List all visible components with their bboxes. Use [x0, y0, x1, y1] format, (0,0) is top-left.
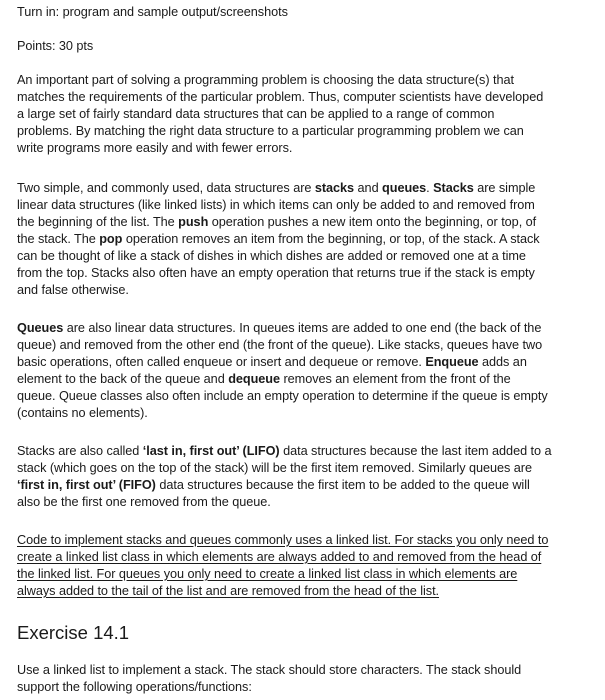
points-line: Points: 30 pts: [17, 39, 94, 53]
term-fifo: ‘first in, first out’ (FIFO): [17, 478, 156, 492]
term-pop: pop: [99, 232, 123, 246]
paragraph-1-line-5: write programs more easily and with fewer errors.: [17, 141, 293, 155]
term-dequeue: dequeue: [228, 372, 281, 386]
text: operation removes an item from the beginning, or top, of the stack. A stack: [122, 232, 540, 246]
text: removes an element from the front of the: [280, 372, 511, 386]
paragraph-2-line-5: can be thought of like a stack of dishes in which dishes are added or removed one at a time: [17, 249, 526, 263]
exercise-line-2: support the following operations/functions:: [17, 680, 252, 694]
paragraph-1-line-1: An important part of solving a programming problem is choosing the data structure(s) that: [17, 73, 514, 87]
paragraph-2-line-2: linear data structures (like linked lists) in which items can only be added to and removed from: [17, 198, 535, 212]
paragraph-2-line-6: from the top. Stacks also often have an empty operation that returns true if the stack is empty: [17, 266, 535, 280]
text: are also linear data structures. In queues items are added to one end (the back of the: [63, 321, 542, 335]
term-queues: queues: [382, 181, 427, 195]
term-push: push: [178, 215, 209, 229]
paragraph-4-line-4: also be the first one removed from the queue.: [17, 495, 271, 509]
paragraph-5-line-3: the linked list. For queues you only need to create a linked list class in which elements are: [17, 567, 518, 581]
paragraph-3-line-4: [17, 371, 511, 387]
exercise-heading: Exercise 14.1: [17, 622, 130, 643]
exercise-line-1: Use a linked list to implement a stack. The stack should store characters. The stack should: [17, 663, 522, 677]
term-queues-lead: Queues: [17, 321, 64, 335]
term-lifo: ‘last in, first out’ (LIFO): [142, 444, 280, 458]
paragraph-5-line-2: create a linked list class in which elements are always added to and removed from the head of: [17, 550, 542, 564]
paragraph-5-line-4: always added to the tail of the list and are removed from the head of the list.: [17, 584, 440, 598]
paragraph-1-line-2: matches the requirements of the particular problem. Thus, computer scientists have developed: [17, 90, 544, 104]
paragraph-2-line-3: [17, 214, 536, 230]
text: data structures because the last item added to a: [279, 444, 552, 458]
term-stacks: stacks: [314, 181, 355, 195]
text: adds an: [478, 355, 527, 369]
paragraph-3-line-6: (contains no elements).: [17, 406, 148, 420]
paragraph-1-line-4: problems. By matching the right data structure to a particular programming problem we can: [17, 124, 524, 138]
text: the beginning of the list. The: [17, 215, 179, 229]
text: basic operations, often called enqueue or insert and dequeue or remove.: [17, 355, 426, 369]
term-enqueue: Enqueue: [425, 355, 479, 369]
paragraph-5-line-1: Code to implement stacks and queues commonly uses a linked list. For stacks you only need to: [17, 533, 549, 547]
paragraph-2-line-4: [17, 231, 540, 247]
paragraph-3-line-5: queue. Queue classes also often include an empty operation to determine if the queue is empty: [17, 389, 548, 403]
paragraph-4-line-2: stack (which goes on the top of the stack) will be the first item removed. Similarly queues are: [17, 461, 532, 475]
text: the stack. The: [17, 232, 100, 246]
text: Two simple, and commonly used, data structures are: [17, 181, 315, 195]
text: Stacks are also called: [17, 444, 143, 458]
text: are simple: [473, 181, 536, 195]
text: data structures because the first item to be added to the queue will: [155, 478, 530, 492]
term-stacks-2: Stacks: [433, 181, 474, 195]
paragraph-1-line-3: a large set of fairly standard data structures that can be applied to a range of common: [17, 107, 495, 121]
text: element to the back of the queue and: [17, 372, 229, 386]
text: operation pushes a new item onto the beginning, or top, of: [208, 215, 537, 229]
paragraph-4-line-1: [17, 443, 552, 459]
paragraph-2-line-1: [17, 180, 535, 196]
paragraph-2-line-7: and false otherwise.: [17, 283, 129, 297]
paragraph-3-line-1: [17, 320, 541, 336]
text: .: [426, 181, 434, 195]
paragraph-3-line-3: [17, 354, 527, 370]
text: and: [354, 181, 383, 195]
paragraph-3-line-2: queue) and removed from the other end (the front of the queue). Like stacks, queues have two: [17, 338, 543, 352]
turn-in-line: Turn in: program and sample output/screenshots: [17, 5, 288, 19]
paragraph-4-line-3: [17, 477, 530, 493]
